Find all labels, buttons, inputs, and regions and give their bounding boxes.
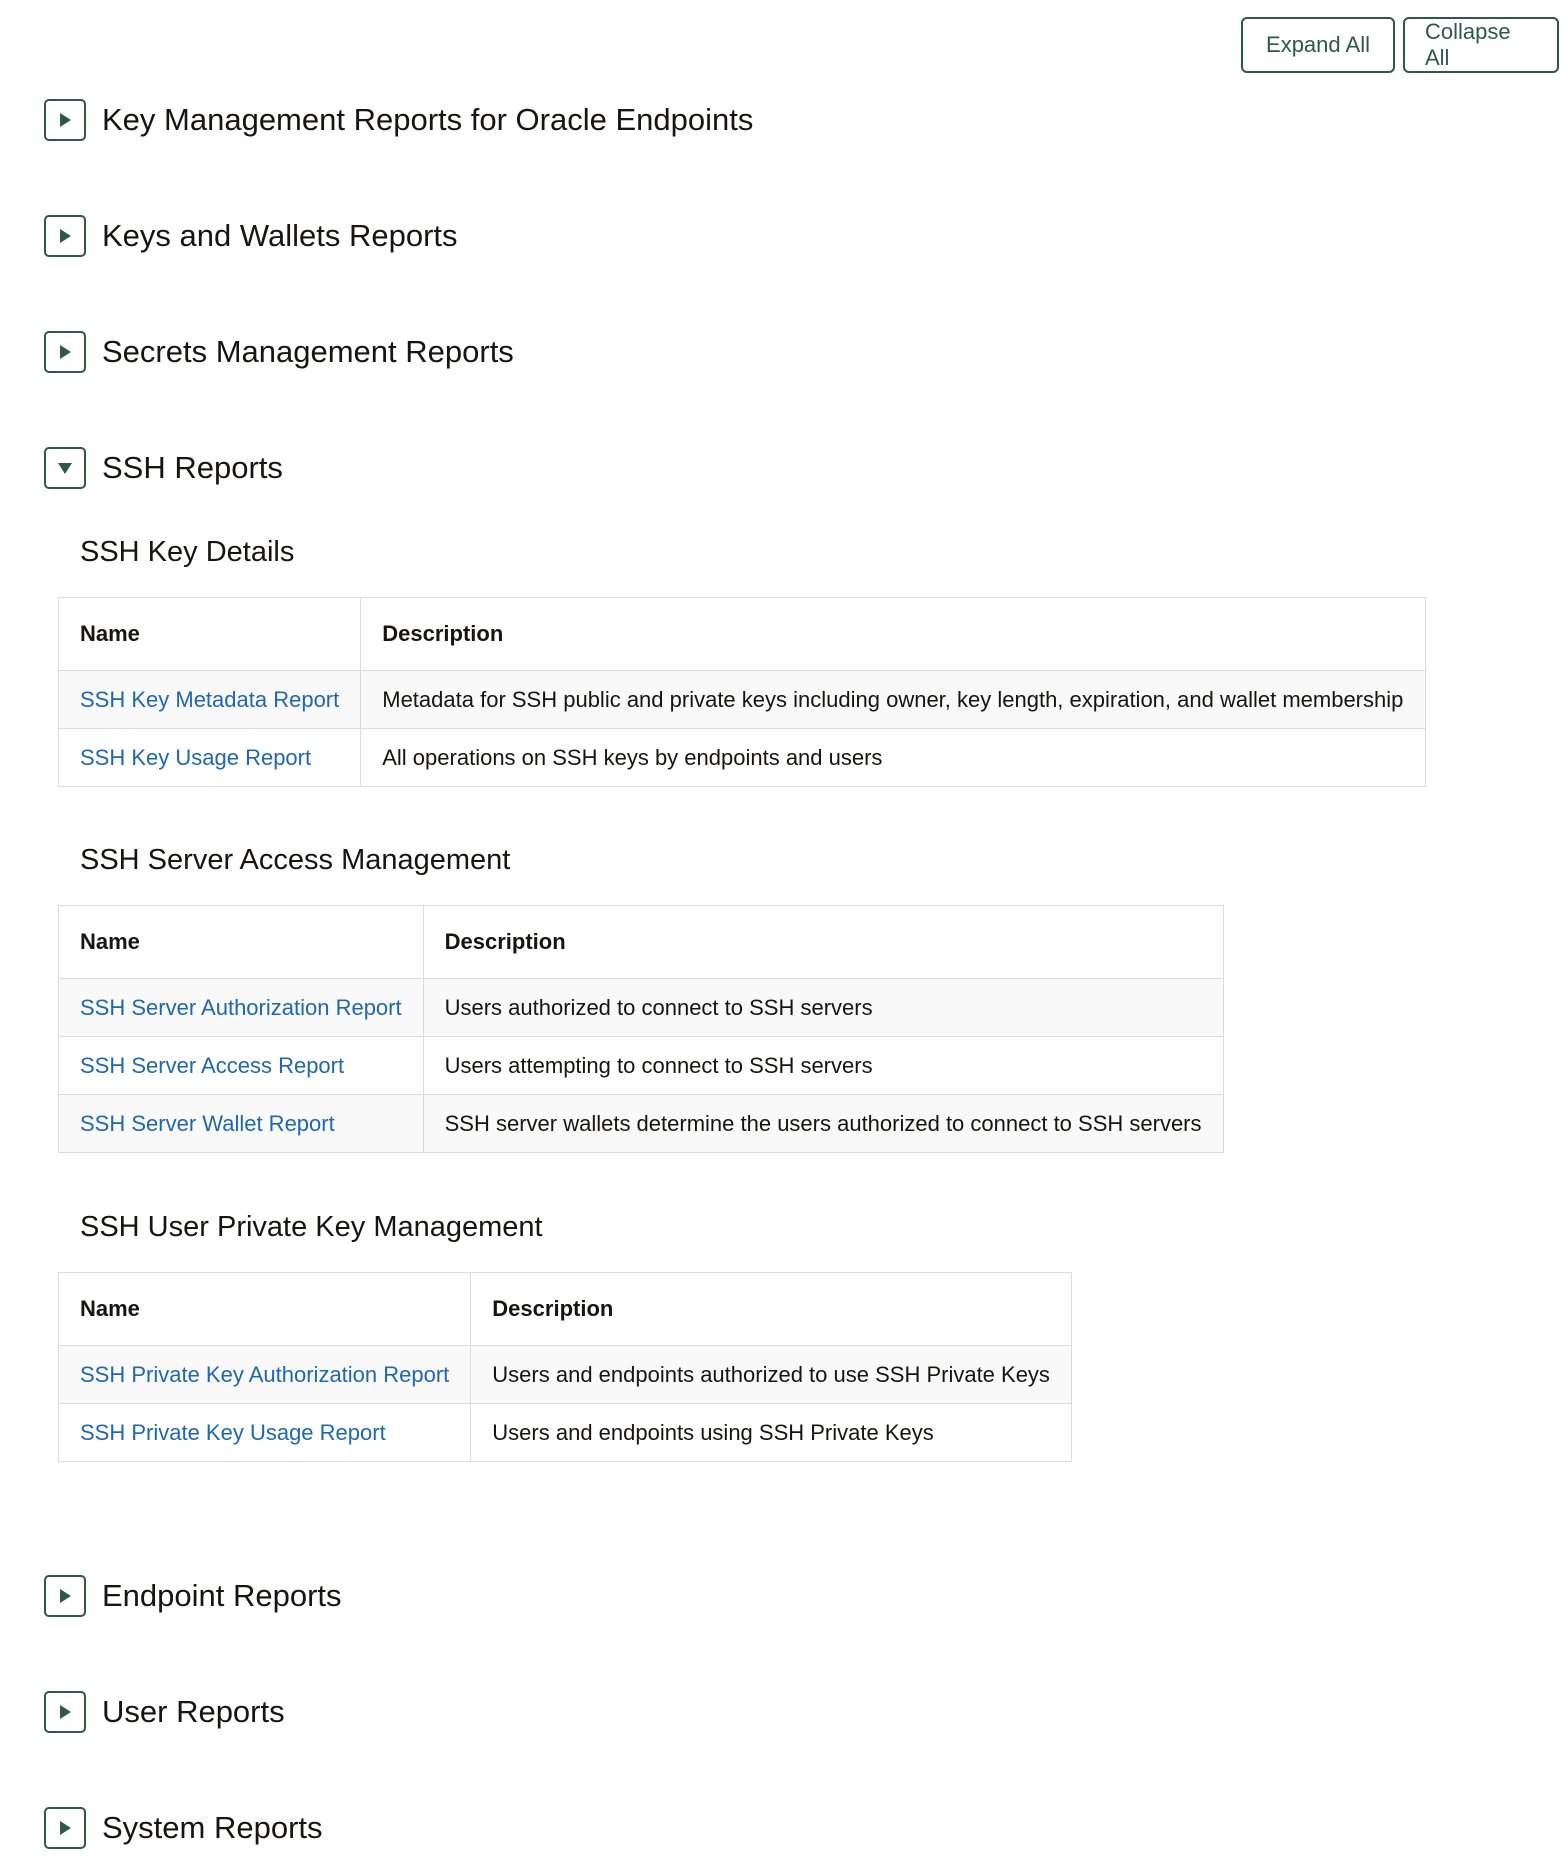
table-row	[59, 671, 1426, 729]
table-row	[59, 1346, 1072, 1404]
column-header-description: Description	[423, 906, 1223, 979]
table-row	[59, 1095, 1224, 1153]
triangle-right-icon	[58, 112, 72, 128]
subsection-title-ssh-key-details: SSH Key Details	[80, 536, 295, 568]
subsection-title-ssh-server-access: SSH Server Access Management	[80, 844, 511, 876]
triangle-down-icon	[57, 461, 73, 475]
expand-toggle-button[interactable]	[44, 1691, 86, 1733]
expand-toggle-button[interactable]	[44, 331, 86, 373]
report-link[interactable]: SSH Server Authorization Report	[80, 994, 402, 1020]
report-link[interactable]: SSH Key Metadata Report	[80, 686, 340, 712]
cell-name	[59, 1404, 471, 1462]
cell-description: Users and endpoints authorized to use SSH Private Keys	[471, 1346, 1072, 1404]
report-link[interactable]: SSH Private Key Usage Report	[80, 1419, 386, 1445]
collapse-toggle-button[interactable]	[44, 447, 86, 489]
table-header-row	[59, 598, 1426, 671]
cell-description: Users authorized to connect to SSH servers	[423, 979, 1223, 1037]
triangle-right-icon	[58, 1588, 72, 1604]
subsection-title-ssh-private-key-mgmt: SSH User Private Key Management	[80, 1211, 543, 1243]
toolbar	[1241, 17, 1559, 73]
expand-toggle-button[interactable]	[44, 215, 86, 257]
section-keys-wallets	[44, 214, 458, 258]
cell-description: Users attempting to connect to SSH servers	[423, 1037, 1223, 1095]
expand-all-button[interactable]: Expand All	[1241, 17, 1395, 73]
table-row	[59, 979, 1224, 1037]
report-link[interactable]: SSH Key Usage Report	[80, 744, 312, 770]
table-header-row	[59, 1273, 1072, 1346]
cell-name	[59, 1346, 471, 1404]
triangle-right-icon	[58, 228, 72, 244]
expand-toggle-button[interactable]	[44, 99, 86, 141]
table-row	[59, 1037, 1224, 1095]
section-title[interactable]: Secrets Management Reports	[102, 334, 514, 369]
column-header-name: Name	[59, 906, 424, 979]
column-header-description: Description	[361, 598, 1426, 671]
ssh-private-key-table	[58, 1272, 1072, 1462]
section-title[interactable]: User Reports	[102, 1694, 285, 1729]
section-user-reports	[44, 1690, 285, 1734]
ssh-server-access-table	[58, 905, 1224, 1153]
section-endpoint-reports	[44, 1574, 342, 1618]
table-row	[59, 1404, 1072, 1462]
section-title[interactable]: Keys and Wallets Reports	[102, 218, 458, 253]
section-title[interactable]: SSH Reports	[102, 450, 283, 485]
cell-name	[59, 671, 361, 729]
column-header-description: Description	[471, 1273, 1072, 1346]
section-title[interactable]: Key Management Reports for Oracle Endpoints	[102, 102, 754, 137]
cell-name	[59, 1095, 424, 1153]
section-title[interactable]: System Reports	[102, 1810, 323, 1845]
cell-description: Users and endpoints using SSH Private Keys	[471, 1404, 1072, 1462]
cell-name	[59, 1037, 424, 1095]
section-system-reports	[44, 1806, 323, 1850]
table-header-row	[59, 906, 1224, 979]
triangle-right-icon	[58, 344, 72, 360]
cell-description: SSH server wallets determine the users authorized to connect to SSH servers	[423, 1095, 1223, 1153]
section-secrets-management	[44, 330, 514, 374]
report-link[interactable]: SSH Server Access Report	[80, 1052, 345, 1078]
report-link[interactable]: SSH Private Key Authorization Report	[80, 1361, 450, 1387]
expand-toggle-button[interactable]	[44, 1575, 86, 1617]
cell-description: Metadata for SSH public and private keys including owner, key length, expiration, and wallet membership	[361, 671, 1426, 729]
ssh-key-details-table	[58, 597, 1426, 787]
expand-toggle-button[interactable]	[44, 1807, 86, 1849]
triangle-right-icon	[58, 1820, 72, 1836]
cell-description: All operations on SSH keys by endpoints and users	[361, 729, 1426, 787]
section-title[interactable]: Endpoint Reports	[102, 1578, 342, 1613]
section-ssh-reports	[44, 446, 283, 490]
section-key-management-oracle	[44, 98, 753, 142]
column-header-name: Name	[59, 598, 361, 671]
column-header-name: Name	[59, 1273, 471, 1346]
cell-name	[59, 729, 361, 787]
collapse-all-button[interactable]: Collapse All	[1403, 17, 1559, 73]
table-row	[59, 729, 1426, 787]
report-link[interactable]: SSH Server Wallet Report	[80, 1110, 335, 1136]
cell-name	[59, 979, 424, 1037]
triangle-right-icon	[58, 1704, 72, 1720]
